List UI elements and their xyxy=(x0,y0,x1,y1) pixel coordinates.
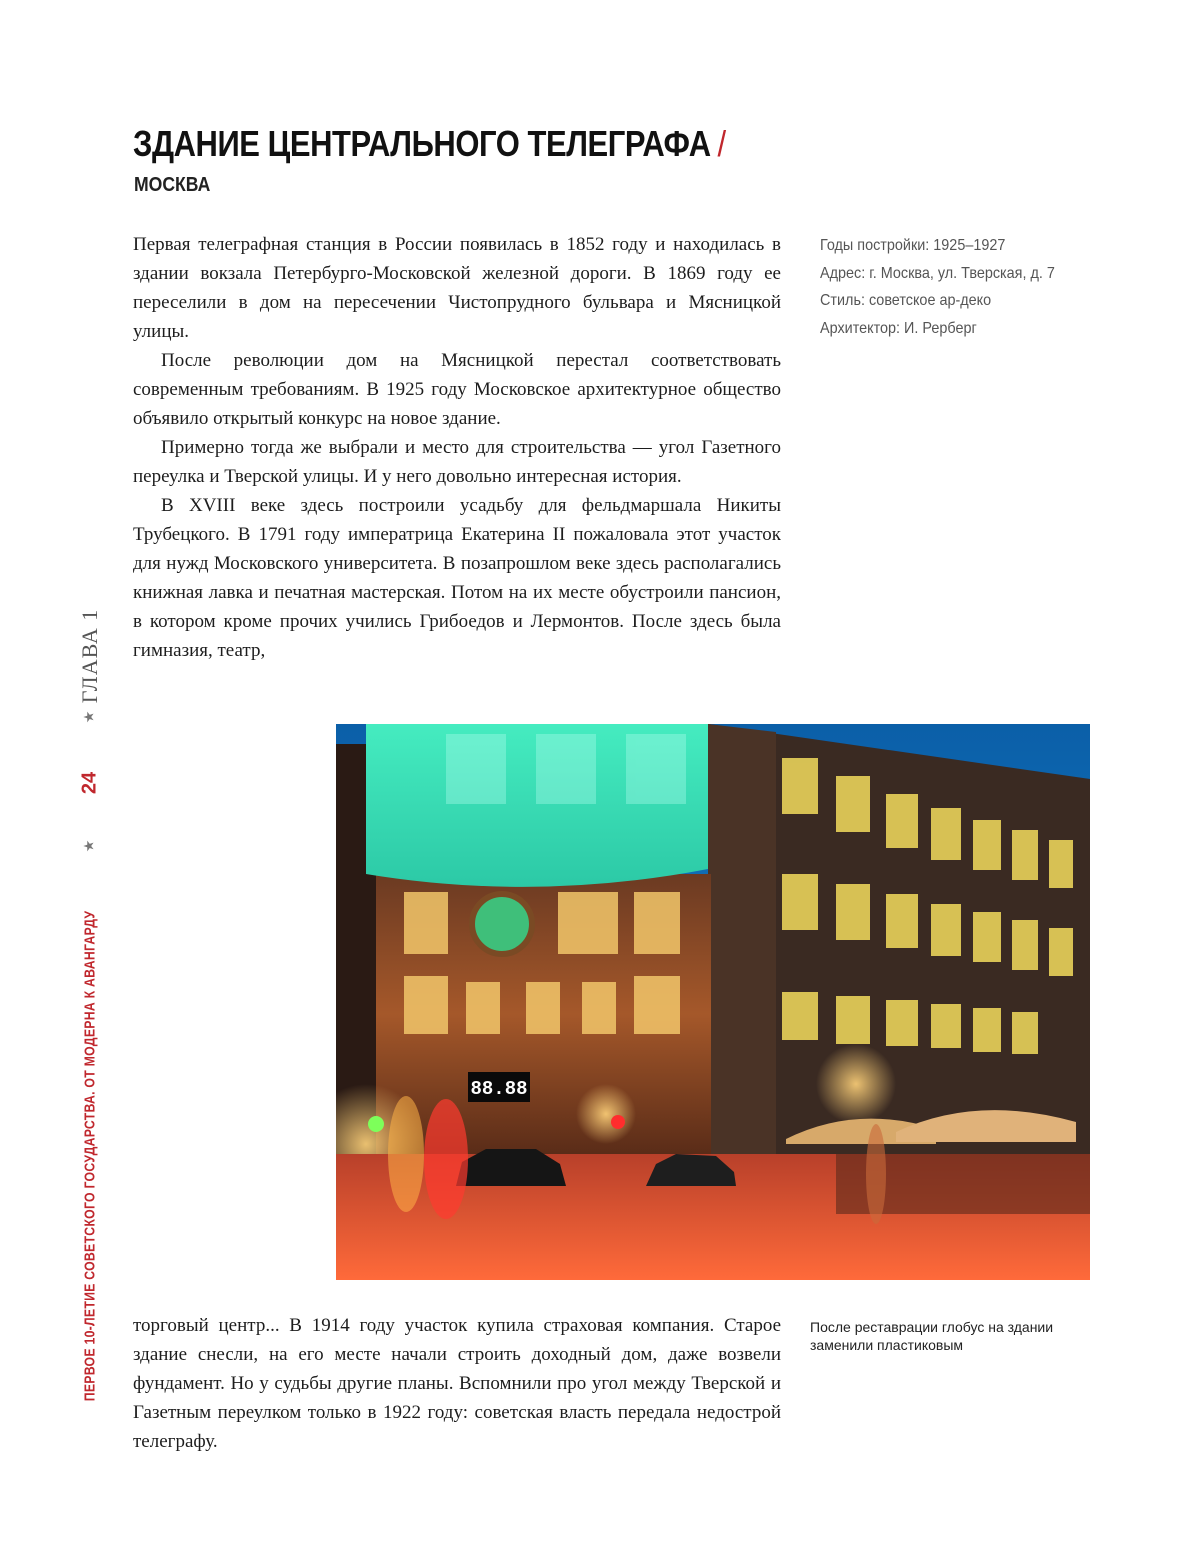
paragraph: торговый центр... В 1914 году участок купила страховая компания. Старое здание снесли, на его месте начали строить доходный дом, даже возвели фундамент. Но у судьбы другие планы. Вспомнили про угол между Тверской и Газетным переулком только в 1922 году: советская власть передала недострой телеграфу. xyxy=(133,1315,781,1452)
fact-address: Адрес: г. Москва, ул. Тверская, д. 7 xyxy=(820,264,1055,282)
running-title xyxy=(82,857,99,1455)
star-icon: ★ xyxy=(82,710,98,724)
fact-style: Стиль: советское ар-деко xyxy=(820,292,992,309)
title-text: ЗДАНИЕ ЦЕНТРАЛЬНОГО ТЕЛЕГРАФА xyxy=(133,123,711,164)
fact-architect: Архитектор: И. Рерберг xyxy=(820,319,977,337)
telegraph-building-photo xyxy=(336,724,1090,1280)
clock-display: 88.88 xyxy=(470,1078,528,1100)
body-text-top xyxy=(133,230,781,665)
page-number: 24 xyxy=(78,771,101,795)
page-title xyxy=(133,122,726,166)
paragraph: В XVIII веке здесь построили усадьбу для фельдмаршала Никиты Трубецкого. В 1791 году императрица Екатерина II пожаловала этот участок для нужд Московского университета. В позапрошлом веке здесь располагались книжная лавка и печатная мастерская. Потом на их месте обустроили пансион, в котором кроме прочих учились Грибоедов и Лермонтов. После здесь была гимназия, театр, xyxy=(133,495,781,661)
fact-years: Годы постройки: 1925–1927 xyxy=(820,237,1006,254)
building-facts xyxy=(820,232,1126,342)
paragraph: Примерно тогда же выбрали и место для строительства — угол Газетного переулка и Тверской улицы. И у него довольно интересная история. xyxy=(133,437,781,487)
title-slash: / xyxy=(717,123,726,164)
body-text-bottom xyxy=(133,1311,781,1456)
paragraph: Первая телеграфная станция в России появилась в 1852 году и находилась в здании вокзала Петербурго-Московской железной дороги. В 1869 году ее переселили в дом на пересечении Чистопрудного бульвара и Мясницкой улицы. xyxy=(133,234,781,342)
star-icon: ★ xyxy=(82,839,98,853)
running-title-text: ПЕРВОЕ 10-ЛЕТИЕ СОВЕТСКОГО ГОСУДАРСТВА. ОТ МОДЕРНА К АВАНГАРДУ xyxy=(81,910,99,1402)
paragraph: После революции дом на Мясницкой перестал соответствовать современным требованиям. В 1925 году Московское архитектурное общество объявило открытый конкурс на новое здание. xyxy=(133,350,781,429)
page-subtitle: МОСКВА xyxy=(134,174,211,196)
chapter-label: ГЛАВА 1 xyxy=(77,608,102,704)
photo-caption: После реставрации глобус на здании заменили пластиковым xyxy=(810,1319,1054,1353)
page-sidebar xyxy=(60,0,120,1565)
